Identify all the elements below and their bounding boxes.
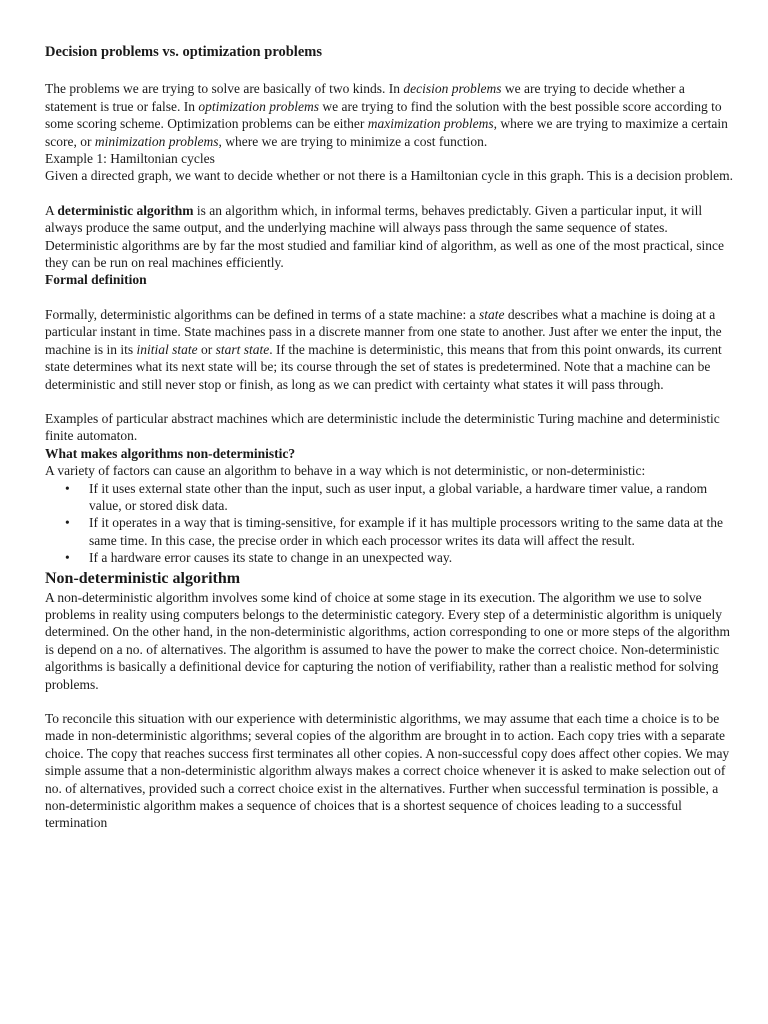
term-minimization-problems: minimization problems — [94, 133, 219, 149]
bullet-icon: • — [65, 515, 70, 531]
term-state: state — [479, 306, 505, 322]
nondeterministic-algorithm-heading: Non-deterministic algorithm — [45, 569, 241, 587]
nondeterministic-question-heading: What makes algorithms non-deterministic? — [45, 445, 296, 461]
intro-paragraph: The problems we are trying to solve are basically of two kinds. In decision problems we are trying to decide whether a statement is true or false. In optimization problems we are trying to find the solution with the best possible score according to some scoring scheme. Optimization problems can be either maximization problems, where we are trying to maximize a certain score, or minimization problems, where we are trying to minimize a cost function. — [45, 81, 728, 149]
term-decision-problems: decision problems — [403, 81, 502, 97]
nondeterministic-factors-list — [45, 480, 737, 567]
examples-paragraph: Examples of particular abstract machines which are deterministic include the deterministic Turing machine and deterministic finite automaton. — [45, 410, 720, 444]
bullet-icon: • — [65, 550, 70, 566]
list-item: • If a hardware error causes its state to change in an unexpected way. — [65, 550, 453, 566]
bullet-icon: • — [65, 480, 70, 496]
document-title: Decision problems vs. optimization problems — [45, 44, 322, 60]
nondeterministic-paragraph-1: A non-deterministic algorithm involves some kind of choice at some stage in its execution. The algorithm we use to solve problems in reality using computers belongs to the deterministic category. Every step of a deterministic algorithm is uniquely determined. On the other hand, in the non-deterministic algorithms, action corresponding to one or more steps of the algorithm is depend on a no. of alternatives. The algorithm is assumed to have the power to make the correct choice. Non-deterministic algorithms is basically a definitional device for capturing the notion of verifiability, rather than a realistic method for solving problems. — [45, 589, 730, 692]
list-item: • If it operates in a way that is timing-sensitive, for example if it has multiple processors writing to the same data at the same time. In this case, the precise order in which each processor writes its data will affect the result. — [65, 515, 723, 548]
example-label: Example 1: Hamiltonian cycles — [45, 151, 215, 167]
nondeterministic-paragraph-2: To reconcile this situation with our experience with deterministic algorithms, we may assume that each time a choice is to be made in non-deterministic algorithms; several copies of the algorithm are brought in to action. Each copy tries with a separate choice. The copy that reaches success first terminates all other copies. A non-successful copy does affect other copies. We may simple assume that a non-deterministic algorithm always makes a correct choice whenever it is asked to make selection out of no. of alternatives, provided such a correct choice exist in the alternatives. Further when successful termination is possible, a non-deterministic algorithm makes a sequence of choices that is a shortest sequence of choices leading to a successful termination — [45, 711, 730, 831]
example-text: Given a directed graph, we want to decide whether or not there is a Hamiltonian cycle in this graph. This is a decision problem. — [45, 168, 734, 184]
deterministic-paragraph: A deterministic algorithm is an algorithm which, in informal terms, behaves predictably. Given a particular input, it will always produce the same output, and the underlying machine will always pass through the same sequence of states. Deterministic algorithms are by far the most studied and familiar kind of algorithm, as well as one of the most practical, since they can be run on real machines efficiently. — [45, 202, 724, 271]
term-deterministic-algorithm: deterministic algorithm — [57, 202, 194, 218]
term-optimization-problems: optimization problems — [198, 98, 319, 114]
term-maximization-problems: maximization problems — [367, 116, 494, 132]
list-item: • If it uses external state other than the input, such as user input, a global variable, a hardware timer value, a random value, or stored disk data. — [65, 480, 708, 513]
nondeterministic-intro: A variety of factors can cause an algorithm to behave in a way which is not deterministic, or non-deterministic: — [45, 463, 646, 479]
document-page — [45, 44, 737, 832]
formal-paragraph: Formally, deterministic algorithms can be defined in terms of a state machine: a state describes what a machine is doing at a particular instant in time. State machines pass in a discrete manner from one state to another. Just after we enter the input, the machine is in its initial state or start state. If the machine is deterministic, this means that from this point onwards, its current state determines what its next state will be; its course through the set of states is predetermined. Note that a machine can be deterministic and still never stop or finish, as long as we can predict with certainty what states it will pass through. — [45, 306, 722, 392]
term-initial-state: initial state — [136, 341, 198, 357]
formal-definition-heading: Formal definition — [45, 272, 147, 288]
term-start-state: start state — [215, 341, 270, 357]
